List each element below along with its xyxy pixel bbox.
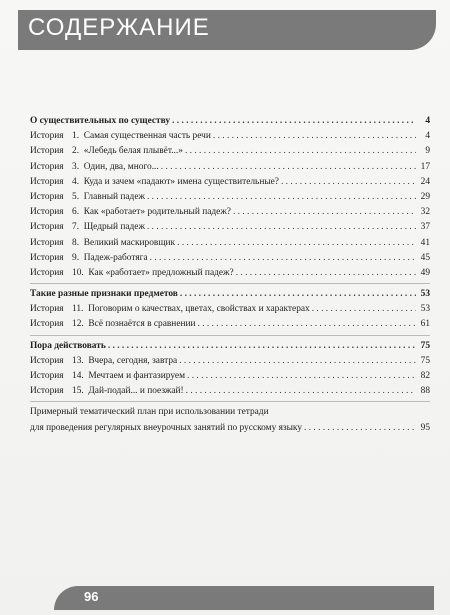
entry-label: История (30, 355, 64, 366)
divider (30, 283, 430, 284)
entry-title: Как «работает» родительный падеж? (83, 207, 231, 218)
dot-leader (147, 190, 416, 205)
entry-label: История (30, 191, 64, 202)
entry-label: История (30, 161, 64, 172)
dot-leader (198, 317, 416, 332)
divider (30, 335, 430, 336)
page-ref: 37 (420, 222, 430, 233)
dot-leader (236, 266, 416, 281)
entry-label: История (30, 252, 64, 263)
page-ref: 24 (420, 176, 430, 187)
toc-entry[interactable] (30, 144, 430, 159)
entry-number: 14. (72, 371, 84, 381)
page-ref: 82 (420, 371, 430, 381)
section-title: Пора действовать (30, 340, 106, 351)
toc-entry[interactable] (30, 251, 430, 266)
toc-section-heading[interactable] (30, 339, 430, 354)
page-ref: 61 (420, 319, 430, 330)
toc-entry[interactable] (30, 220, 430, 235)
dot-leader (108, 339, 416, 354)
entry-label: История (30, 371, 64, 381)
entry-number: 4. (72, 176, 80, 187)
toc-entry[interactable] (30, 369, 430, 384)
toc-entry[interactable] (30, 129, 430, 144)
entry-number: 2. (72, 146, 80, 157)
entry-title: Дай-подай... и поезжай! (88, 386, 184, 397)
entry-number: 3. (72, 161, 80, 172)
page-title: СОДЕРЖАНИЕ (28, 14, 210, 41)
toc-entry[interactable] (30, 205, 430, 220)
entry-title: Один, два, много... (83, 161, 159, 172)
page-ref: 45 (420, 252, 430, 263)
dot-leader (213, 129, 416, 144)
page-ref: 17 (420, 161, 430, 172)
appendix-line-2: для проведения регулярных внеурочных занятий по русскому языку (30, 422, 303, 433)
entry-number: 9. (72, 252, 80, 263)
entry-label: История (30, 207, 64, 218)
dot-leader (161, 160, 416, 175)
toc-section-heading[interactable] (30, 287, 430, 302)
entry-title: Щедрый падеж (83, 222, 145, 233)
page-ref: 88 (420, 386, 430, 397)
entry-title: Всё познаётся в сравнении (88, 319, 196, 330)
dot-leader (186, 384, 416, 399)
dot-leader (281, 175, 416, 190)
entry-number: 13. (72, 355, 84, 366)
entry-number: 1. (72, 131, 80, 142)
page-ref: 75 (420, 355, 430, 366)
entry-label: История (30, 386, 64, 397)
entry-title: Мечтаем и фантазируем (88, 371, 185, 381)
entry-label: История (30, 176, 64, 187)
dot-leader (312, 302, 416, 317)
entry-number: 7. (72, 222, 80, 233)
toc-section-heading[interactable] (30, 114, 430, 129)
entry-label: История (30, 267, 64, 278)
table-of-contents (30, 114, 430, 436)
page-ref: 9 (425, 146, 430, 157)
page-ref: 53 (420, 289, 430, 300)
entry-number: 10. (72, 267, 84, 278)
entry-title: Вчера, сегодня, завтра (88, 355, 178, 366)
toc-entry[interactable] (30, 160, 430, 175)
dot-leader (177, 236, 416, 251)
entry-number: 8. (72, 237, 80, 248)
entry-number: 11. (72, 304, 84, 315)
page-ref: 32 (420, 207, 430, 218)
entry-label: История (30, 222, 64, 233)
entry-label: История (30, 131, 64, 142)
dot-leader (172, 114, 416, 129)
dot-leader (304, 421, 416, 436)
entry-title: Падеж-работяга (83, 252, 148, 263)
toc-entry[interactable] (30, 266, 430, 281)
entry-label: История (30, 304, 64, 315)
page-ref: 41 (420, 237, 430, 248)
entry-title: Как «работает» предложный падеж? (88, 267, 234, 278)
page-ref: 75 (420, 340, 430, 351)
toc-entry[interactable] (30, 317, 430, 332)
entry-label: История (30, 237, 64, 248)
toc-entry[interactable] (30, 302, 430, 317)
dot-leader (179, 354, 416, 369)
entry-number: 15. (72, 386, 84, 397)
toc-entry[interactable] (30, 190, 430, 205)
page-number: 96 (84, 589, 99, 604)
dot-leader (150, 251, 416, 266)
dot-leader (187, 369, 416, 384)
appendix-line-1: Примерный тематический план при использовании тетради (30, 407, 269, 418)
entry-label: История (30, 146, 64, 157)
dot-leader (180, 287, 416, 302)
entry-title: «Лебедь белая плывёт...» (83, 146, 183, 157)
toc-entry[interactable] (30, 354, 430, 369)
section-title: Такие разные признаки предметов (30, 289, 178, 300)
entry-title: Самая существенная часть речи (83, 131, 211, 142)
page-ref: 4 (425, 116, 430, 126)
dot-leader (233, 205, 416, 220)
section-title: О существительных по существу (30, 116, 171, 126)
toc-entry-appendix[interactable] (30, 421, 430, 436)
entry-label: История (30, 319, 64, 330)
page-ref: 4 (425, 131, 430, 142)
dot-leader (147, 220, 416, 235)
entry-number: 12. (72, 319, 84, 330)
entry-number: 5. (72, 191, 80, 202)
toc-entry[interactable] (30, 384, 430, 399)
page-ref: 29 (420, 191, 430, 202)
divider (30, 401, 430, 402)
toc-entry[interactable] (30, 175, 430, 190)
dot-leader (185, 144, 416, 159)
page-ref: 95 (420, 422, 430, 433)
entry-title: Главный падеж (83, 191, 145, 202)
footer-bar (54, 586, 434, 610)
entry-number: 6. (72, 207, 80, 218)
entry-title: Великий маскировщик (83, 237, 176, 248)
entry-title: Поговорим о качествах, цветах, свойствах и характерах (88, 304, 310, 315)
page-ref: 49 (420, 267, 430, 278)
entry-title: Куда и зачем «падают» имена существительные? (83, 176, 279, 187)
toc-entry[interactable] (30, 236, 430, 251)
page-ref: 53 (420, 304, 430, 315)
